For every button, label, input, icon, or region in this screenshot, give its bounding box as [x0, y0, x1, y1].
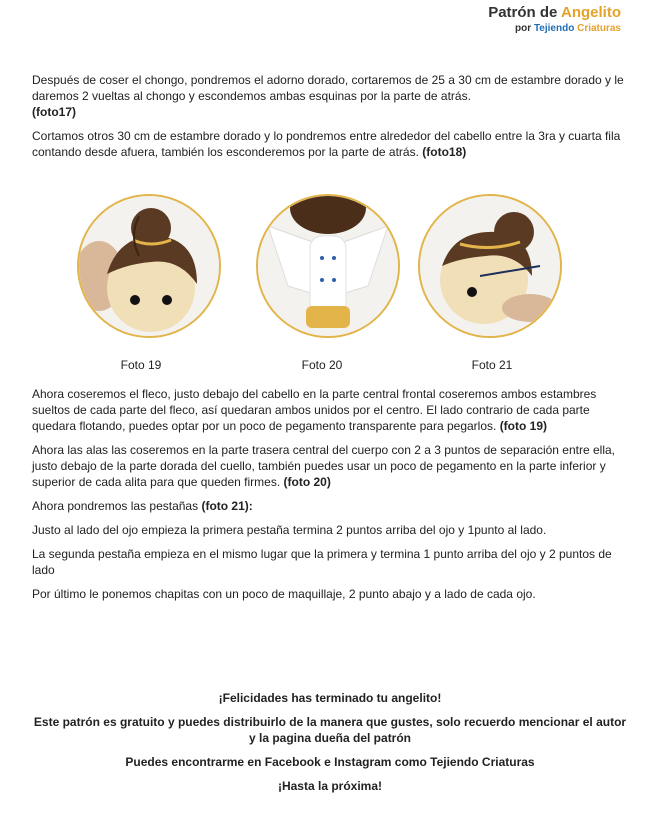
photo-ref: (foto 19) [499, 419, 548, 433]
instructions-top [32, 72, 628, 168]
photo-ref: (foto17) [32, 105, 76, 119]
photo-ref: (foto 21): [201, 499, 253, 513]
photo-strip [0, 194, 653, 374]
photo-20 [256, 194, 400, 338]
instructions-bottom [32, 386, 628, 610]
photo-20-illustration [258, 196, 398, 336]
pattern-title-accent: Angelito [561, 4, 621, 21]
paragraph: Justo al lado del ojo empieza la primera pestaña termina 2 puntos arriba del ojo y 1punto al lado. [32, 523, 547, 537]
photo-19-illustration [79, 196, 219, 336]
closing-notes [32, 690, 628, 802]
paragraph: Ahora pondremos las pestañas (foto 21): [32, 499, 253, 513]
photo-ref: (foto18) [422, 145, 467, 159]
paragraph: Después de coser el chongo, pondremos el adorno dorado, cortaremos de 25 a 30 cm de estambre dorado y le daremos 2 vueltas al chongo y escondemos ambas esquinas por la parte de atrás. (foto17) [32, 73, 624, 119]
closing-line: ¡Hasta la próxima! [277, 779, 383, 793]
paragraph: Ahora coseremos el fleco, justo debajo del cabello en la parte central frontal coseremos ambos estambres sueltos de cada parte del fleco, así quedaran ambos unidos por el centro. El lado contrario de cada parte quedara flotando, puedes optar por un poco de pegamento transparente para pegarlos. (foto 19) [32, 387, 597, 433]
page-header [488, 4, 621, 35]
photo-21-illustration [420, 196, 560, 336]
closing-line: Puedes encontrarme en Facebook e Instagram como Tejiendo Criaturas [125, 755, 535, 769]
paragraph: Cortamos otros 30 cm de estambre dorado y lo pondremos entre alrededor del cabello entre la 3ra y cuarta fila contando desde afuera, también los esconderemos por la parte de atrás. (foto18) [32, 129, 621, 159]
photo-20-caption: Foto 20 [301, 358, 343, 372]
photo-ref: (foto 20) [283, 475, 331, 489]
photo-19-caption: Foto 19 [120, 358, 162, 372]
closing-line: Este patrón es gratuito y puedes distribuirlo de la manera que gustes, solo recuerdo mencionar el autor y la pagina dueña del patrón [33, 715, 627, 745]
paragraph: Ahora las alas las coseremos en la parte trasera central del cuerpo con 2 a 3 puntos de separación entre ella, justo debajo de la parte dorada del cuello, también puedes usar un poco de pegamento en la parte inferior y superior de cada alita para que queden firmes. (foto 20) [32, 443, 616, 489]
paragraph: Por último le ponemos chapitas con un poco de maquillaje, 2 punto abajo y a lado de cada ojo. [32, 587, 536, 601]
closing-line: ¡Felicidades has terminado tu angelito! [218, 691, 442, 705]
photo-21-caption: Foto 21 [471, 358, 513, 372]
photo-19 [77, 194, 221, 338]
pattern-author: por Tejiendo Criaturas [515, 23, 621, 34]
photo-21 [418, 194, 562, 338]
paragraph: La segunda pestaña empieza en el mismo lugar que la primera y termina 1 punto arriba del ojo y 2 puntos de lado [32, 547, 612, 577]
pattern-title: Patrón de Angelito [488, 4, 621, 21]
